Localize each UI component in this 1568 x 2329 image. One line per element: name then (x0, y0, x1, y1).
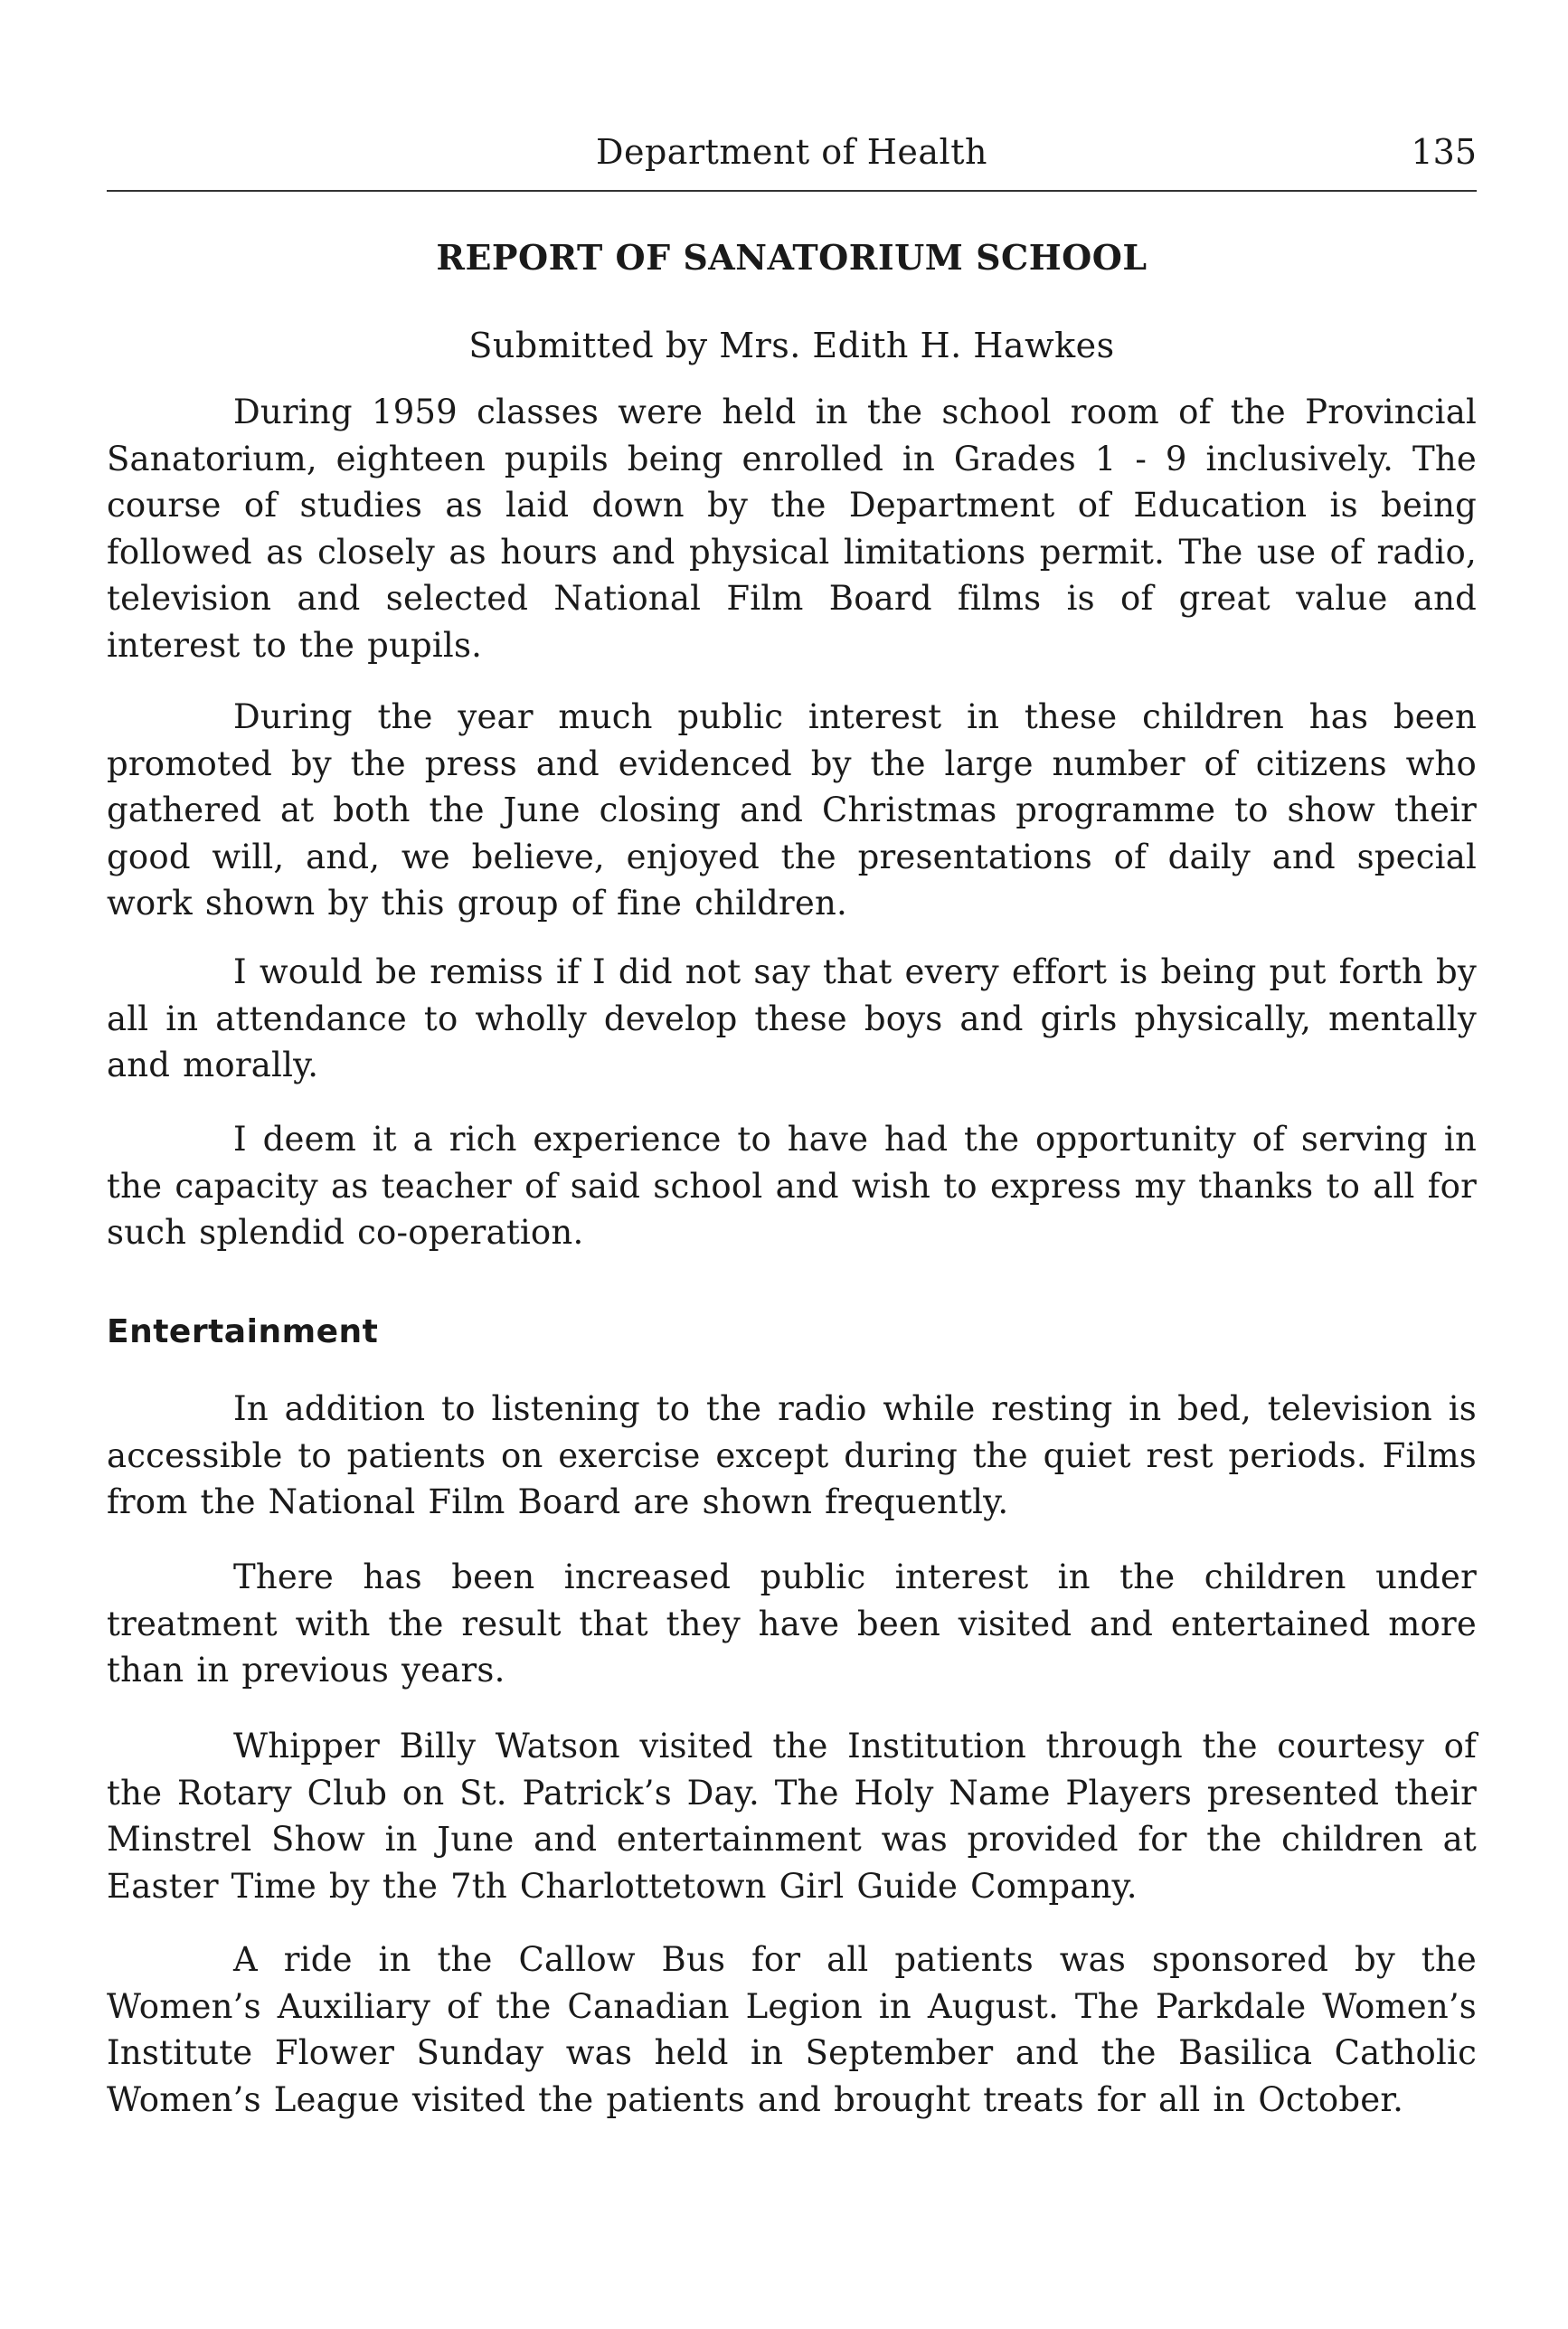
header-rule (107, 190, 1477, 192)
running-header (107, 127, 1477, 181)
entertainment-paragraph-3: Whipper Billy Watson visited the Institution through the courtesy of the Rotary Club on St. Patrick’s Day. The Holy Name Players presented their Minstrel Show in June and entertainment was provided for the children at Easter Time by the 7th Charlottetown Girl Guide Company. (107, 1727, 1477, 1906)
entertainment-heading: Entertainment (107, 1313, 379, 1350)
report-paragraph-2: During the year much public interest in these children has been promoted by the press and evidenced by the large number of citizens who gathered at both the June closing and Christmas programme to show their good will, and, we believe, enjoyed the presentations of daily and special work shown by this group of fine children. (107, 697, 1477, 923)
report-title: REPORT OF SANATORIUM SCHOOL (436, 237, 1148, 278)
entertainment-paragraph-4: A ride in the Callow Bus for all patients was sponsored by the Women’s Auxiliary of the Canadian Legion in August. The Parkdale Women’s Institute Flower Sunday was held in September and the Basilica Catholic Women’s League visited the patients and brought treats for all in October. (107, 1940, 1477, 2119)
submitted-by-line: Submitted by Mrs. Edith H. Hawkes (468, 326, 1115, 365)
report-paragraph-1: During 1959 classes were held in the school room of the Provincial Sanatorium, eighteen pupils being enrolled in Grades 1 - 9 inclusively. The course of studies as laid down by the Department of Education is being followed as closely as hours and physical limitations permit. The use of radio, television and selected National Film Board films is of great value and interest to the pupils. (107, 393, 1477, 665)
page-number: 135 (1411, 132, 1477, 172)
report-paragraph-3: I would be remiss if I did not say that every effort is being put forth by all in attendance to wholly develop these boys and girls physically, mentally and morally. (107, 952, 1477, 1084)
report-paragraph-4: I deem it a rich experience to have had the opportunity of serving in the capacity as teacher of said school and wish to express my thanks to all for such splendid co-operation. (107, 1120, 1477, 1252)
entertainment-paragraph-1: In addition to listening to the radio while resting in bed, television is accessible to patients on exercise except during the quiet rest periods. Films from the National Film Board are shown frequently. (107, 1389, 1477, 1521)
entertainment-paragraph-2: There has been increased public interest in the children under treatment with the result that they have been visited and entertained more than in previous years. (107, 1557, 1477, 1690)
running-title: Department of Health (596, 132, 987, 172)
